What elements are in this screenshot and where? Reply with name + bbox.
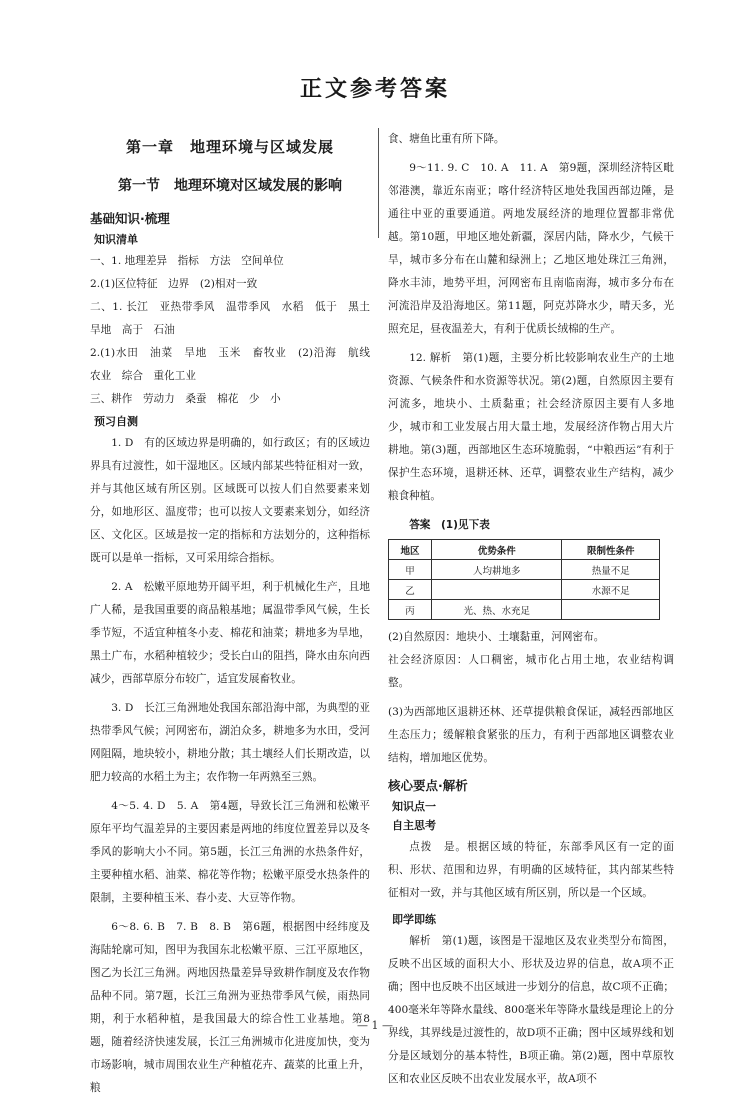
table-row — [389, 580, 660, 600]
table-row — [389, 560, 660, 580]
column-divider — [378, 128, 379, 238]
preview-test-heading: 预习自测 — [94, 415, 138, 428]
answer-9-11: 9～11. 9. C 10. A 11. A 第9题，深圳经济特区毗邻港澳，靠近东南亚；喀什经济特区地处我国西部边陲，是通往中亚的重要通道。两地发展经济的地理位置都非常优越。第10题，甲地区地处新疆，深居内陆，降水少，气候干旱，城市多分布在山麓和绿洲上；乙地区地处珠江三角洲，降水丰沛，地势平坦，河网密布且南临南海，城市多分布在河流沿岸及沿海地区。第11题，阿克苏降水少，晴天多，光照充足，昼夜温差大，有利于优质长绒棉的生产。 — [388, 162, 674, 335]
answer-intro: 答案 (1)见下表 — [409, 519, 490, 531]
knowledge-list-heading: 知识清单 — [94, 233, 138, 246]
table-header-row — [389, 540, 660, 560]
answer-1: 1. D 有的区域边界是明确的，如行政区；有的区域边界具有过渡性，如干湿地区。区域内部某些特征相对一致，并与其他区域有所区别。区域既可以按人们自然要素来划分，如地形区、温度带；也可以按人文要素来划分，如经济区、文化区。区域是按一定的指标和方法划分的，这种指标既可以是单一指标，又可采用综合指标。 — [90, 437, 370, 564]
basic-knowledge-heading: 基础知识·梳理 — [90, 211, 170, 226]
table-cell — [432, 580, 562, 600]
table-cell: 光、热、水充足 — [432, 600, 562, 620]
answer-6-8: 6～8. 6. B 7. B 8. B 第6题，根据图中经纬度及海陆轮廓可知，图甲为我国东北松嫩平原、三江平原地区，图乙为长江三角洲。两地因热量差异导致耕作制度及农作物品种不同。第7题，长江三角洲为亚热带季风气候，雨热同期，利于水稻种植，是我国最大的综合性工业基地。第8题，随着经济快速发展，长江三角洲城市化进度加快，变为市场影响，城市周围农业生产种植花卉、蔬菜的比重上升，粮 — [90, 921, 370, 1094]
answer-3: 3. D 长江三角洲地处我国东部沿海中部，为典型的亚热带季风气候；河网密布，湖泊众多，耕地多为水田，受河网阻隔，地块较小，耕地分散；其土壤经人们长期改造，以肥力较高的水稻土为主；农作物一年两熟至三熟。 — [90, 702, 370, 783]
section-heading: 第一节 地理环境对区域发展的影响 — [118, 178, 342, 194]
table-header: 地区 — [389, 540, 432, 560]
answer-3-text: (3)为西部地区退耕还林、还草提供粮食保证，减轻西部地区生态压力；缓解粮食紧张的压力，有利于西部地区调整农业结构，增加地区优势。 — [388, 706, 674, 764]
table-header: 优势条件 — [432, 540, 562, 560]
table-cell: 丙 — [389, 600, 432, 620]
page-number-text: — 1 — — [357, 1019, 393, 1032]
table-cell: 热量不足 — [562, 560, 660, 580]
knowledge-item-2: 2.(1)区位特征 边界 (2)相对一致 — [90, 278, 258, 290]
table-cell — [562, 600, 660, 620]
table-cell: 水源不足 — [562, 580, 660, 600]
knowledge-item-1: 一、1. 地理差异 指标 方法 空间单位 — [90, 255, 284, 267]
table-row — [389, 600, 660, 620]
continuation-text: 食、塘鱼比重有所下降。 — [388, 133, 505, 145]
answer-2-social: 社会经济原因：人口稠密，城市化占用土地，农业结构调整。 — [388, 654, 674, 689]
answer-2-natural: (2)自然原因：地块小、土壤黏重，河网密布。 — [388, 631, 605, 643]
practice-heading: 即学即练 — [392, 913, 436, 926]
self-thinking-text: 点拨 是。根据区域的特征，东部季风区有一定的面积、形状、范围和边界，有明确的区域特征，其内部某些特征相对一致，并与其他区域有所区别，所以是一个区域。 — [388, 841, 674, 899]
page-title: 正文参考答案 — [299, 77, 450, 102]
table-cell: 甲 — [389, 560, 432, 580]
table-header: 限制性条件 — [562, 540, 660, 560]
knowledge-item-5: 三、耕作 劳动力 桑蚕 棉花 少 小 — [90, 393, 281, 405]
knowledge-point-heading: 知识点一 — [392, 800, 436, 813]
page-number — [0, 1019, 750, 1032]
self-thinking-heading: 自主思考 — [392, 819, 436, 832]
left-column — [90, 128, 381, 1106]
answer-table — [388, 539, 660, 620]
chapter-heading: 第一章 地理环境与区域发展 — [125, 138, 334, 156]
table-cell: 乙 — [389, 580, 432, 600]
answer-12: 12. 解析 第(1)题，主要分析比较影响农业生产的土地资源、气候条件和水资源等状况。第(2)题，自然原因主要有河流多，地块小、土质黏重；社会经济原因主要有人多地少，城市和工业发展占用大量土地，发展经济作物占用大片耕地。第(3)题，西部地区生态环境脆弱，“中粮西运”有利于保护生态环境，退耕还林、还草，调整农业生产结构，减少粮食种植。 — [388, 352, 674, 502]
right-column — [388, 128, 674, 1097]
knowledge-item-4: 2.(1)水田 油菜 旱地 玉米 畜牧业 (2)沿海 航线 农业 综合 重化工业 — [90, 347, 381, 382]
core-points-heading: 核心要点·解析 — [388, 778, 468, 793]
answer-4-5: 4～5. 4. D 5. A 第4题，导致长江三角洲和松嫩平原年平均气温差异的主要因素是两地的纬度位置差异以及冬季风的影响大小不同。第5题，长江三角洲的水热条件好，主要种植水稻、油菜、棉花等作物；松嫩平原受水热条件的限制，主要种植玉米、春小麦、大豆等作物。 — [90, 800, 370, 904]
answer-2: 2. A 松嫩平原地势开阔平坦，利于机械化生产，且地广人稀，是我国重要的商品粮基地；属温带季风气候，生长季节短，不适宜种植冬小麦、棉花和油菜；耕地多为旱地，黑土广布，水稻种植较少；受长白山的阻挡，降水由东向西减少，西部草原分布较广，适宜发展畜牧业。 — [90, 581, 370, 685]
table-cell: 人均耕地多 — [432, 560, 562, 580]
practice-text: 解析 第(1)题，该图是干湿地区及农业类型分布简图，反映不出区域的面积大小、形状及边界的信息，故A项不正确；图中也反映不出区域进一步划分的信息，故C项不正确；400毫米年等降水量线、800毫米年等降水量线是理论上的分界线，其界线是过渡性的，故D项不正确；图中区域界线和划分是区域划分的基本特性，B项正确。第(2)题，图中草原牧区和农业区反映不出农业发展水平，故A项不 — [388, 935, 674, 1085]
knowledge-item-3: 二、1. 长江 亚热带季风 温带季风 水稻 低于 黑土 旱地 高于 石油 — [90, 301, 381, 336]
